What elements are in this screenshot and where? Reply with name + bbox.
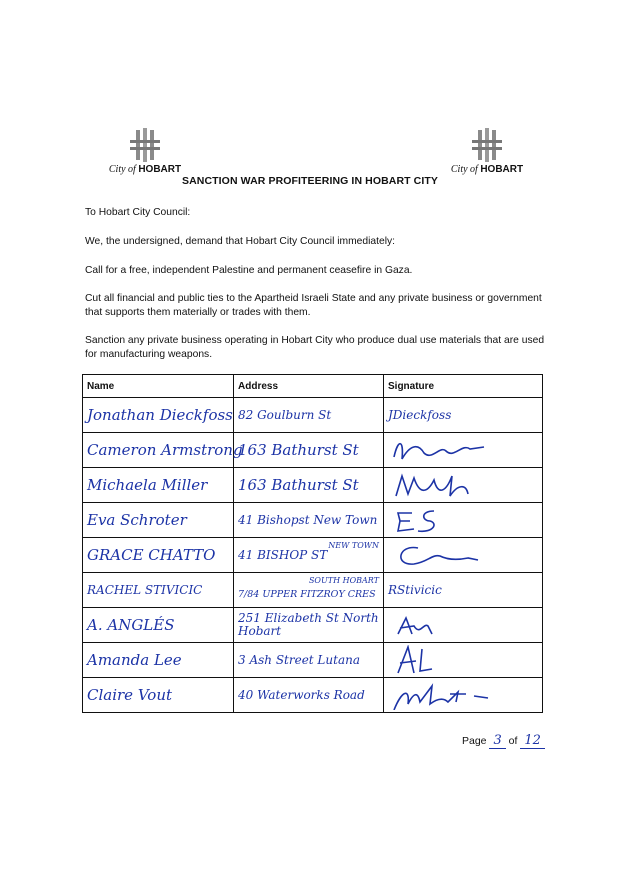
demand-3: Sanction any private business operating in Hobart City who produce dual use materials that are used for manufacturing weapons. [85,335,545,360]
hobart-emblem-icon [128,128,162,162]
page-label: Page [462,735,487,747]
logo-hobart: HOBART [480,164,524,175]
signature-scribble [388,610,508,640]
signer-address: 251 Elizabeth St North Hobart [238,611,379,638]
signer-address: 3 Ash Street Lutana [238,652,360,667]
signature-scribble [388,435,508,465]
city-of-hobart-logo-left [90,128,200,175]
signer-address-note: NEW TOWN [328,541,379,550]
signer-address-note: SOUTH HOBART [308,576,379,585]
table-header-row [83,375,543,398]
city-of-hobart-logo-right [432,128,542,175]
of-label: of [508,735,518,747]
signer-address: 82 Goulburn St [238,408,332,422]
page-total: 12 [520,733,545,749]
table-row [83,643,543,678]
table-row [83,503,543,538]
table-row [83,678,543,713]
signer-name: A. ANGLÉS [87,616,175,634]
logo-hobart: HOBART [138,164,182,175]
signer-name: Cameron Armstrong [87,441,243,459]
column-header-signature: Signature [384,375,543,398]
page-number: 3 [489,733,505,749]
hobart-emblem-icon [470,128,504,162]
table-row [83,433,543,468]
signer-signature: RStivicic [388,583,442,597]
signer-address: 163 Bathurst St [238,441,359,459]
column-header-address: Address [234,375,384,398]
signer-name: GRACE CHATTO [87,546,216,564]
signer-address: 41 Bishopst New Town [238,513,378,527]
signer-address: 40 Waterworks Road [238,687,365,702]
demand-1: Call for a free, independent Palestine and permanent ceasefire in Gaza. [85,265,413,276]
signature-table [82,374,543,713]
table-row [83,608,543,643]
column-header-name: Name [83,375,234,398]
signer-name: RACHEL STIVICIC [87,583,203,597]
signer-address: 41 BISHOP ST [238,548,328,562]
table-row [83,468,543,503]
signature-scribble [388,505,508,535]
signer-name: Jonathan Dieckfoss [87,406,233,424]
signature-scribble [388,540,508,570]
salutation: To Hobart City Council: [85,207,191,218]
signer-name: Claire Vout [87,686,173,704]
signature-scribble [388,470,508,500]
table-row [83,538,543,573]
signer-name: Amanda Lee [87,651,182,669]
table-row [83,398,543,433]
signer-name: Eva Schroter [87,511,187,529]
signer-signature: JDieckfoss [388,408,452,422]
table-row [83,573,543,608]
page-counter [462,733,545,748]
signer-name: Michaela Miller [87,476,208,494]
logo-city-of: City of [108,164,136,175]
signer-address: 163 Bathurst St [238,476,359,494]
signer-address: 7/84 UPPER FITZROY CRES [238,588,376,600]
petition-title: SANCTION WAR PROFITEERING IN HOBART CITY [182,175,438,187]
signature-scribble [388,680,528,710]
demand-2: Cut all financial and public ties to the Apartheid Israeli State and any private business or government that supports them materially or trades with them. [85,293,542,318]
signature-scribble [388,645,508,675]
logo-city-of: City of [450,164,478,175]
intro-text: We, the undersigned, demand that Hobart City Council immediately: [85,236,396,247]
